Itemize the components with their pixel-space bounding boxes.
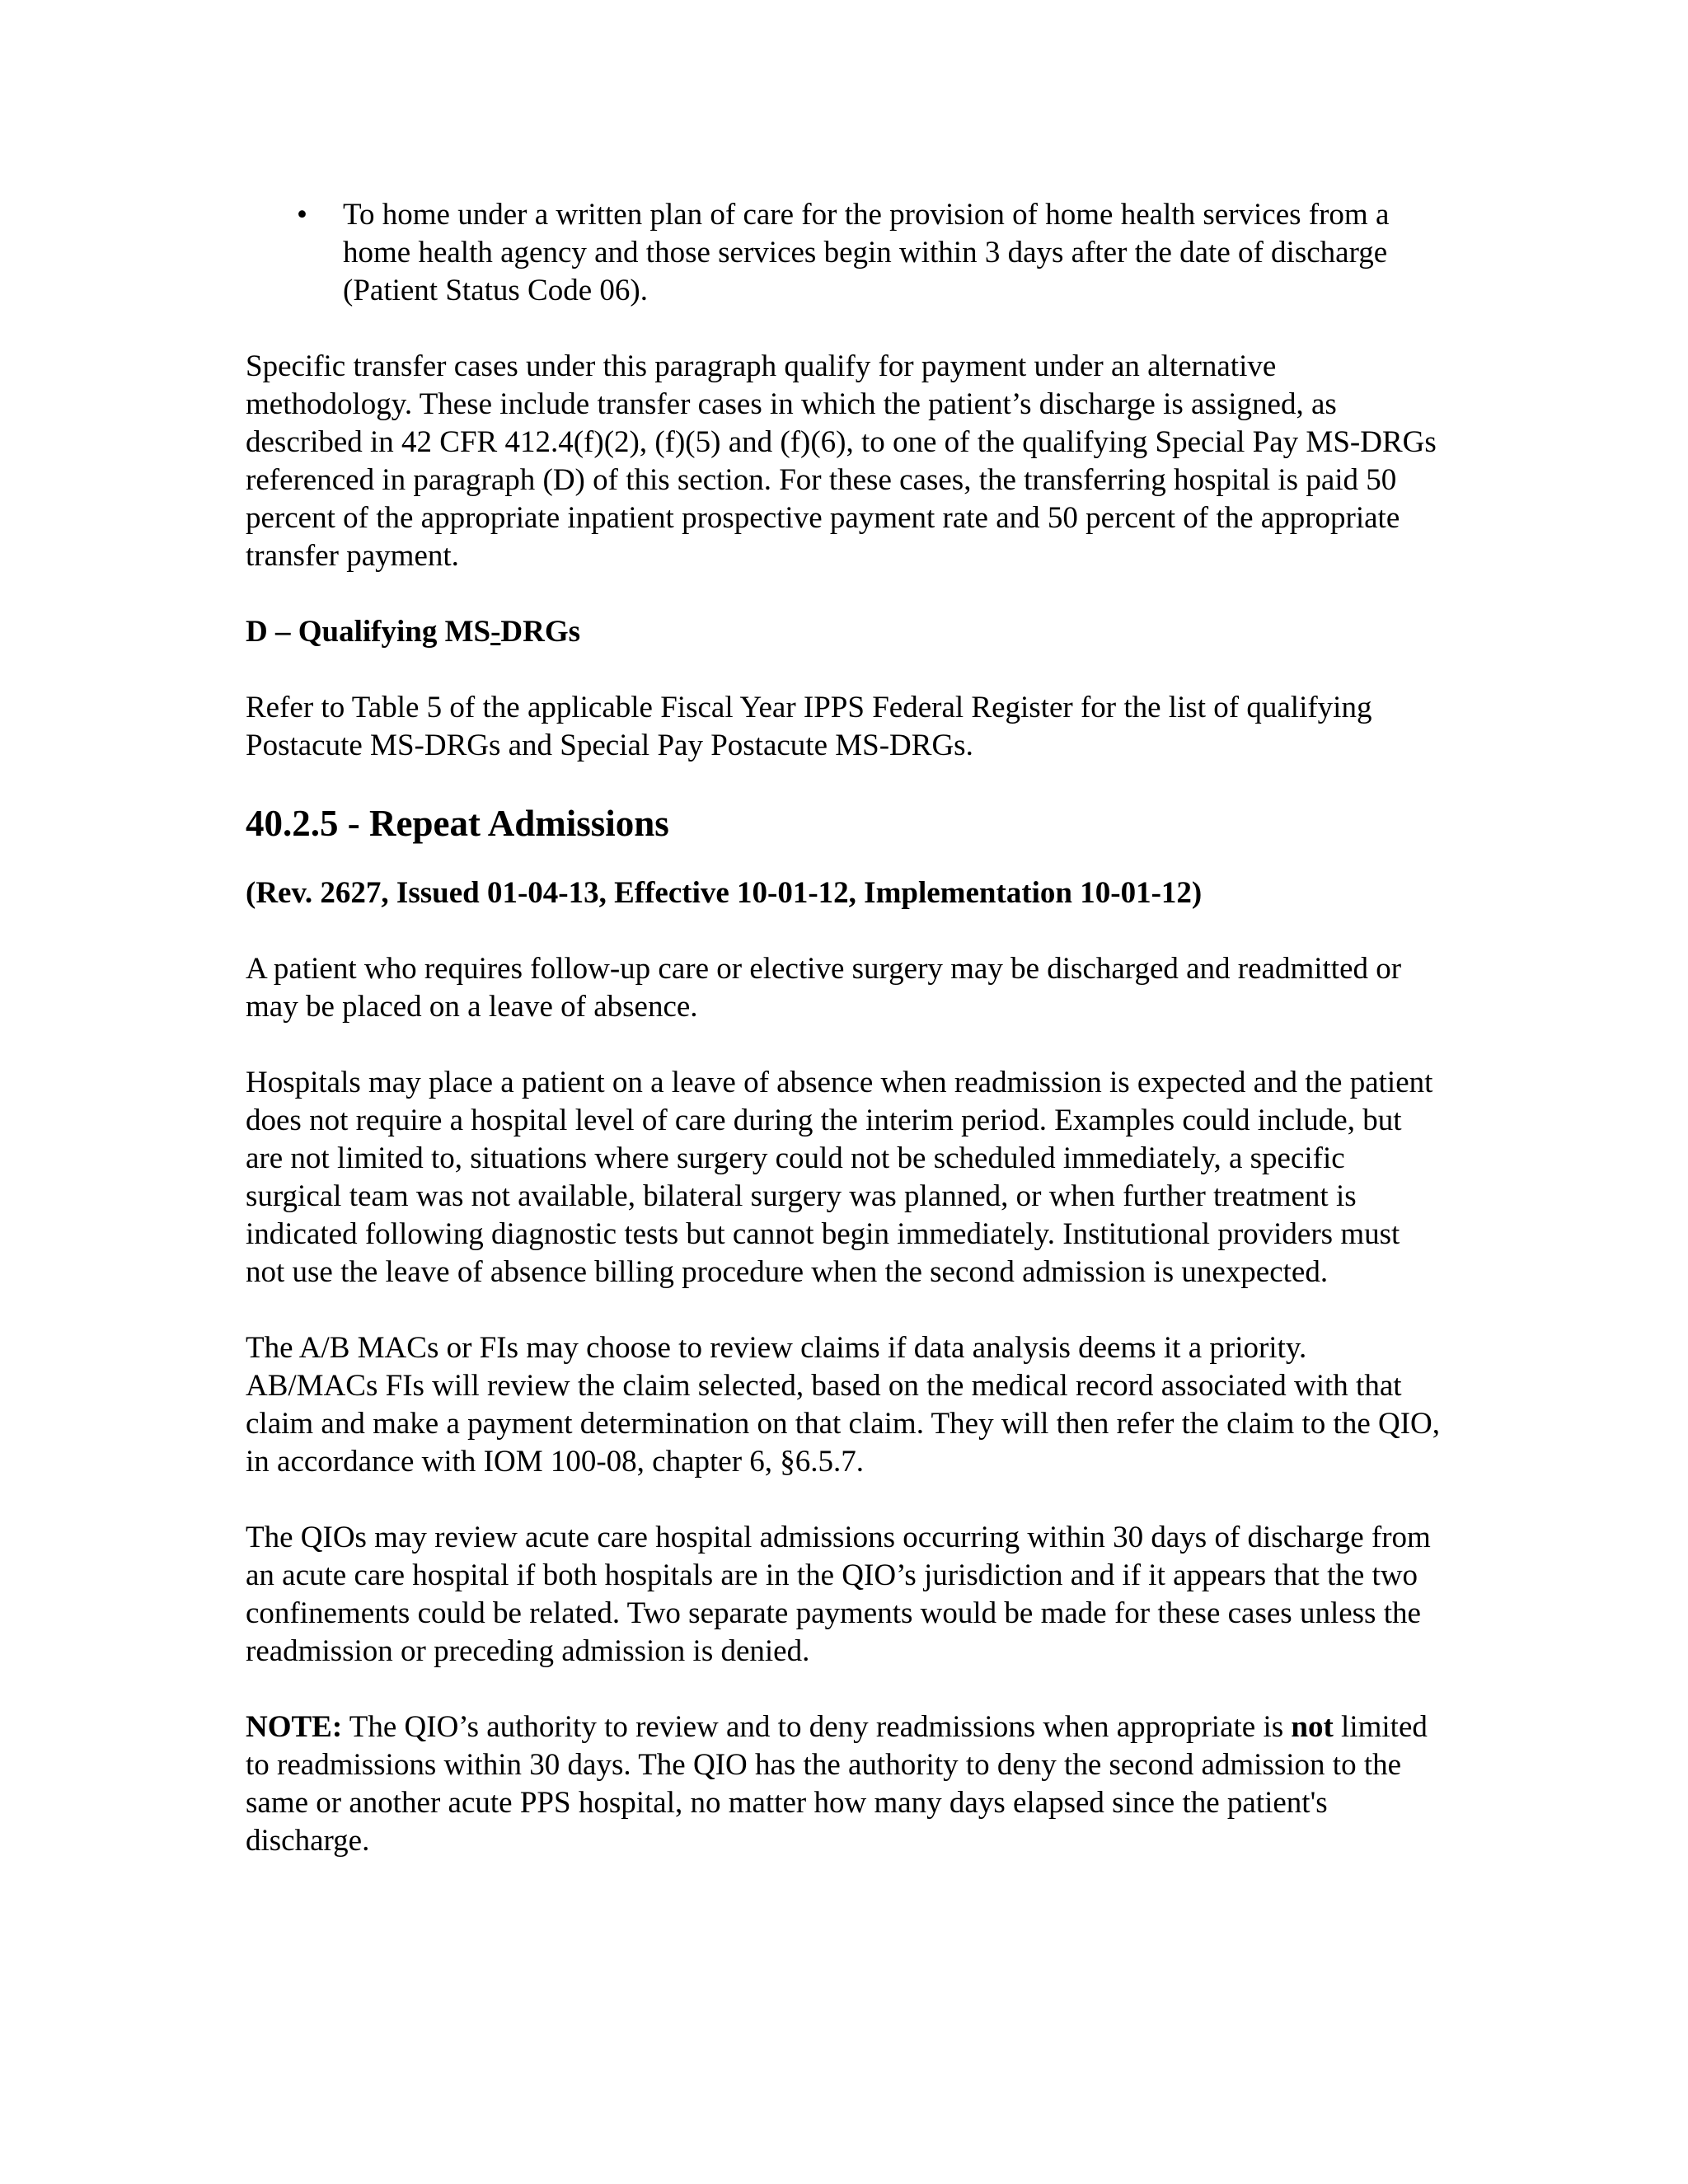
- bullet-text: To home under a written plan of care for the provision of home health services from a home health agency and those services begin within 3 days after the date of discharge (Patient Status Code 06).: [343, 198, 1390, 307]
- paragraph-leave-of-absence: Hospitals may place a patient on a leave of absence when readmission is expected and the patient does not require a hospital level of care during the interim period. Examples could include, but are not limited to, situations where surgery could not be scheduled immediately, a specific surgical team was not available, bilateral surgery was planned, or when further treatment is indicated following diagnostic tests but cannot begin immediately. Institutional providers must not use the leave of absence billing procedure when the second admission is unexpected.: [246, 1066, 1433, 1290]
- paragraph-macs-review: The A/B MACs or FIs may choose to review claims if data analysis deems it a priority. AB/MACs FIs will review the claim selected, based on the medical record associated with that claim and make a payment determination on that claim. They will then refer the claim to the QIO, in accordance with IOM 100-08, chapter 6, §6.5.7.: [246, 1331, 1441, 1479]
- list-item: [246, 196, 1441, 310]
- paragraph-followup: A patient who requires follow-up care or elective surgery may be discharged and readmitted or may be placed on a leave of absence.: [246, 952, 1402, 1024]
- note-text-part1: The QIO’s authority to review and to deny readmissions when appropriate is: [342, 1710, 1292, 1745]
- note-label: NOTE:: [246, 1710, 343, 1745]
- subheading-text-start: D – Qualifying MS: [246, 615, 491, 649]
- paragraph-note: [246, 1708, 1441, 1860]
- subheading-underlined-dash: -: [490, 615, 501, 649]
- note-text-part2: limited to readmissions within 30 days. The QIO has the authority to deny the second admission to the same or another acute PPS hospital, no matter how many days elapsed since the patient's discharge.: [246, 1710, 1428, 1858]
- revision-line: (Rev. 2627, Issued 01-04-13, Effective 10-01-12, Implementation 10-01-12): [246, 876, 1203, 911]
- document-page: [246, 196, 1441, 1898]
- paragraph-transfer: Specific transfer cases under this paragraph qualify for payment under an alternative methodology. These include transfer cases in which the patient’s discharge is assigned, as described in 42 CFR 412.4(f)(2), (f)(5) and (f)(6), to one of the qualifying Special Pay MS-DRGs referenced in paragraph (D) of this section. For these cases, the transferring hospital is paid 50 percent of the appropriate inpatient prospective payment rate and 50 percent of the appropriate transfer payment.: [246, 349, 1437, 573]
- bullet-list: [246, 196, 1441, 310]
- note-emphasis: not: [1291, 1710, 1334, 1745]
- bullet-icon: •: [297, 198, 307, 232]
- section-title: 40.2.5 - Repeat Admissions: [246, 803, 669, 844]
- paragraph-qio-review: The QIOs may review acute care hospital admissions occurring within 30 days of discharge from an acute care hospital if both hospitals are in the QIO’s jurisdiction and if it appears that the two confinements could be related. Two separate payments would be made for these cases unless the readmission or preceding admission is denied.: [246, 1521, 1431, 1669]
- subheading-text-end: DRGs: [500, 615, 581, 649]
- paragraph-refer-table: Refer to Table 5 of the applicable Fiscal Year IPPS Federal Register for the list of qualifying Postacute MS-DRGs and Special Pay Postacute MS-DRGs.: [246, 691, 1372, 762]
- subheading-qualifying-ms-drgs: [246, 613, 1441, 651]
